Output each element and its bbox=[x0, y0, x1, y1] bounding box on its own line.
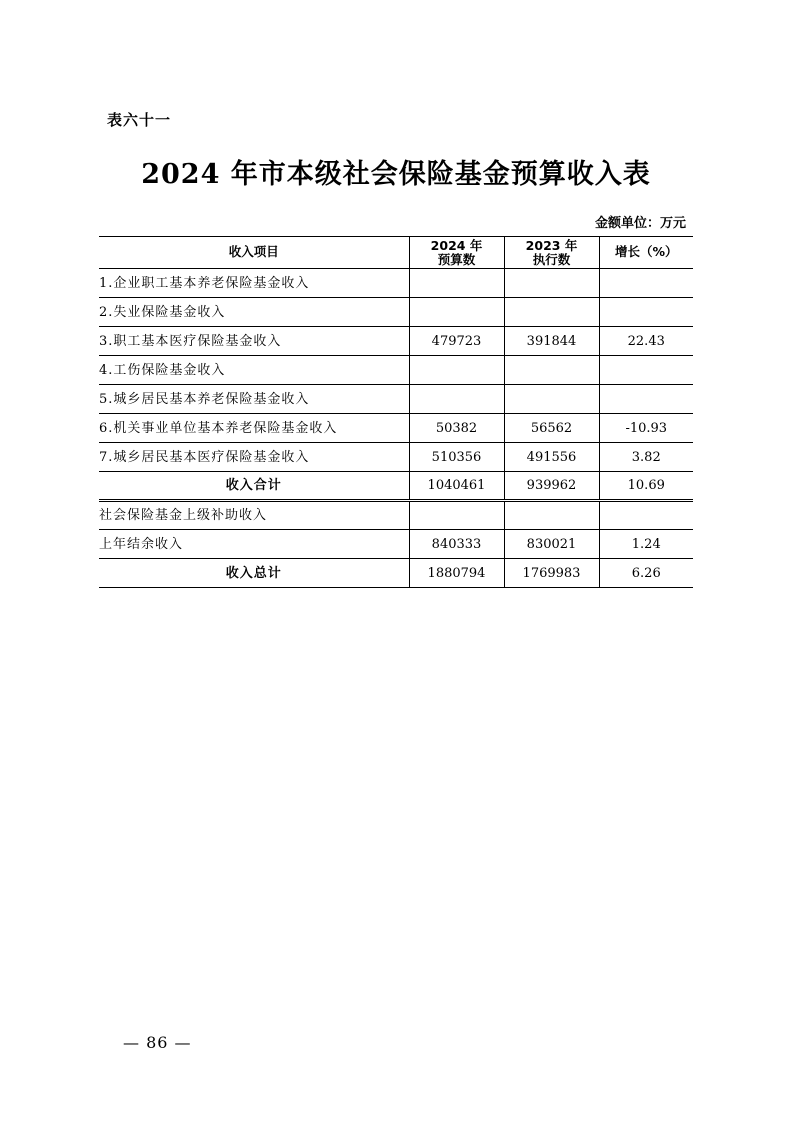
row-item: 5.城乡居民基本养老保险基金收入 bbox=[99, 385, 409, 414]
table-row bbox=[99, 414, 693, 443]
total-budget: 1880794 bbox=[409, 559, 504, 588]
row-growth: 1.24 bbox=[599, 530, 693, 559]
table-row bbox=[99, 530, 693, 559]
total-actual: 1769983 bbox=[504, 559, 599, 588]
subtotal-label: 收入合计 bbox=[99, 472, 409, 501]
row-growth: 3.82 bbox=[599, 443, 693, 472]
row-budget: 840333 bbox=[409, 530, 504, 559]
row-actual bbox=[504, 269, 599, 298]
total-growth: 6.26 bbox=[599, 559, 693, 588]
subtotal-budget: 1040461 bbox=[409, 472, 504, 501]
row-item: 4.工伤保险基金收入 bbox=[99, 356, 409, 385]
budget-table bbox=[99, 236, 693, 588]
row-actual bbox=[504, 385, 599, 414]
page-title: 2024 年市本级社会保险基金预算收入表 bbox=[141, 159, 651, 190]
page-number: — 86 — bbox=[123, 1033, 192, 1052]
table-row bbox=[99, 443, 693, 472]
row-actual: 391844 bbox=[504, 327, 599, 356]
row-budget bbox=[409, 269, 504, 298]
header-actual-2023 bbox=[504, 237, 599, 269]
row-growth: -10.93 bbox=[599, 414, 693, 443]
row-budget bbox=[409, 298, 504, 327]
row-actual bbox=[504, 356, 599, 385]
row-item: 上年结余收入 bbox=[99, 530, 409, 559]
row-item: 2.失业保险基金收入 bbox=[99, 298, 409, 327]
row-budget: 479723 bbox=[409, 327, 504, 356]
header-row bbox=[99, 237, 693, 269]
header-budget-2024-label: 预算数 bbox=[437, 251, 476, 267]
subtotal-row bbox=[99, 472, 693, 501]
table-row bbox=[99, 327, 693, 356]
row-budget bbox=[409, 501, 504, 530]
row-actual: 56562 bbox=[504, 414, 599, 443]
row-actual: 491556 bbox=[504, 443, 599, 472]
subtotal-growth: 10.69 bbox=[599, 472, 693, 501]
row-growth bbox=[599, 269, 693, 298]
total-label: 收入总计 bbox=[99, 559, 409, 588]
table-label: 表六十一 bbox=[107, 111, 172, 129]
row-actual bbox=[504, 501, 599, 530]
table-row bbox=[99, 298, 693, 327]
subtotal-actual: 939962 bbox=[504, 472, 599, 501]
table-row bbox=[99, 501, 693, 530]
header-budget-2024 bbox=[409, 237, 504, 269]
row-item: 3.职工基本医疗保险基金收入 bbox=[99, 327, 409, 356]
table-row bbox=[99, 269, 693, 298]
row-item: 1.企业职工基本养老保险基金收入 bbox=[99, 269, 409, 298]
header-actual-2023-year: 2023 年 bbox=[525, 237, 578, 253]
row-actual: 830021 bbox=[504, 530, 599, 559]
row-item: 6.机关事业单位基本养老保险基金收入 bbox=[99, 414, 409, 443]
total-row bbox=[99, 559, 693, 588]
row-budget: 50382 bbox=[409, 414, 504, 443]
header-growth: 增长（%） bbox=[599, 237, 693, 269]
table-row bbox=[99, 385, 693, 414]
row-budget bbox=[409, 385, 504, 414]
row-budget bbox=[409, 356, 504, 385]
row-item: 7.城乡居民基本医疗保险基金收入 bbox=[99, 443, 409, 472]
row-actual bbox=[504, 298, 599, 327]
row-growth bbox=[599, 501, 693, 530]
row-growth bbox=[599, 356, 693, 385]
header-item: 收入项目 bbox=[99, 237, 409, 269]
unit-note: 金额单位：万元 bbox=[594, 216, 686, 231]
table-row bbox=[99, 356, 693, 385]
header-budget-2024-year: 2024 年 bbox=[430, 237, 483, 253]
row-growth bbox=[599, 298, 693, 327]
header-actual-2023-label: 执行数 bbox=[532, 251, 571, 267]
row-growth bbox=[599, 385, 693, 414]
row-growth: 22.43 bbox=[599, 327, 693, 356]
row-budget: 510356 bbox=[409, 443, 504, 472]
row-item: 社会保险基金上级补助收入 bbox=[99, 501, 409, 530]
